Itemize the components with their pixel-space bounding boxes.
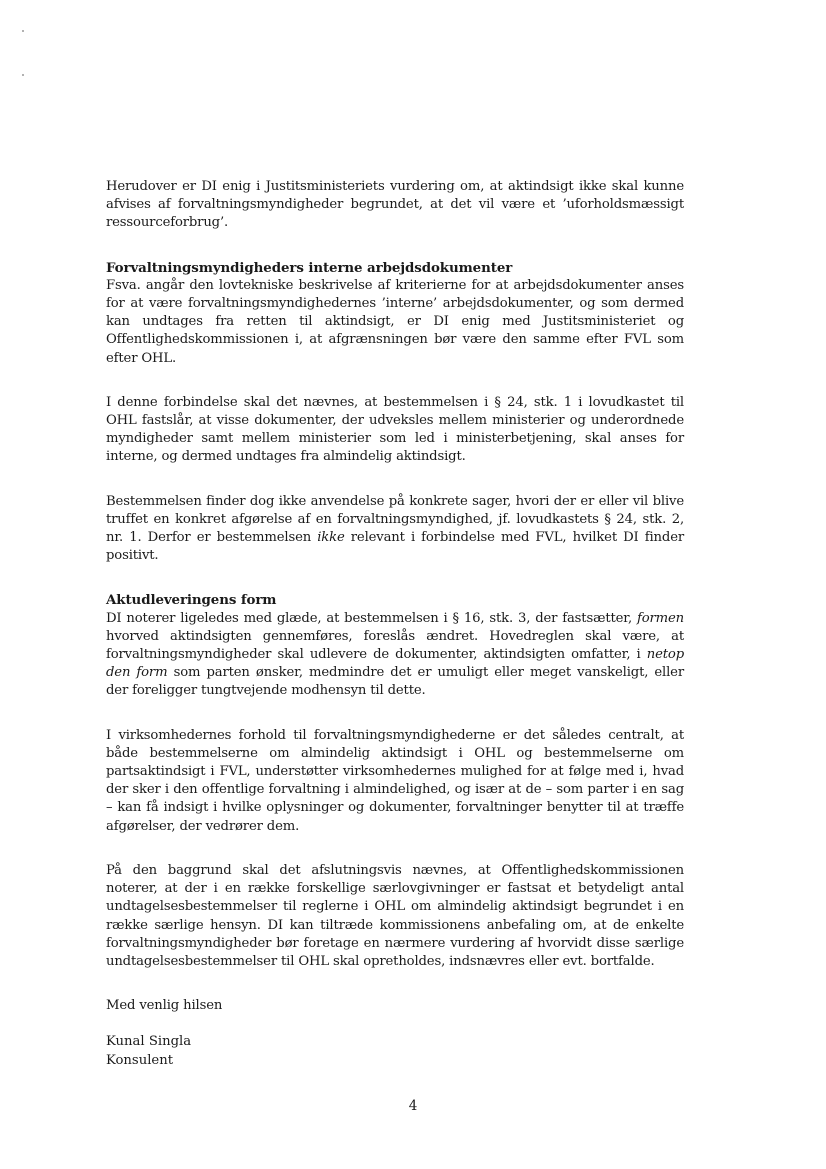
emphasis-text: formen (636, 610, 684, 626)
document-form-paragraph-1 (106, 610, 684, 701)
internal-documents-paragraph-1: Fsva. angår den lovtekniske beskrivelse af kriterierne for at arbejdsdokumenter anses for at være forvaltningsmyndighedernes ’interne’ arbejdsdokumenter, og som dermed kan undtages fra retten til aktindsigt, er DI enig med Justitsministeriet og Offentlighedskommissionen i, at afgrænsningen bør være den samme efter FVL som efter OHL. (106, 277, 684, 366)
paragraph-text: som parten ønsker, medmindre det er umuligt eller meget vanskeligt, eller der foreligger tungtvejende modhensyn til dette. (106, 665, 684, 699)
section-heading-document-form: Aktudleveringens form (106, 592, 277, 609)
paragraph-text: Bestemmelsen finder dog ikke anvendelse på konkrete sager, hvori der er eller vil blive truffet en konkret afgørelse af en forvaltningsmyndighed, jf. lovudkastets § 24, stk. 2, nr. 1. Derfor er bestemmelsen (106, 493, 684, 546)
closing-greeting: Med venlig hilsen (106, 998, 223, 1014)
document-form-paragraph-2: I virksomhedernes forhold til forvaltningsmyndighederne er det således centralt, at både bestemmelserne om almindelig aktindsigt i OHL og bestemmelserne om partsaktindsigt i FVL, understøtter virksomhedernes mulighed for at følge med i, hvad der sker i den offentlige forvaltning i almindelighed, og især at de – som parter i en sag – kan få indsigt i hvilke oplysninger og dokumenter, forvaltninger benytter til at træffe afgørelser, der vedrører dem. (106, 727, 684, 834)
signatory-name: Kunal Singla (106, 1034, 192, 1050)
document-form-paragraph-3: På den baggrund skal det afslutningsvis nævnes, at Offentlighedskommissionen noterer, at der i en række forskellige særlovgivninger er fastsat et betydeligt antal undtagelsesbestemmelser til reglerne i OHL om almindelig aktindsigt begrundet i en række særlige hensyn. DI kan tiltræde kommissionens anbefaling om, at de enkelte forvaltningsmyndigheder bør foretage en nærmere vurdering af hvorvidt disse særlige undtagelsesbestemmelser til OHL skal opretholdes, indsnævres eller evt. bortfalde. (106, 862, 684, 969)
paragraph-text: DI noterer ligeledes med glæde, at bestemmelsen i § 16, stk. 3, der fastsætter, (106, 610, 637, 626)
emphasis-text: ikke (317, 530, 345, 546)
intro-paragraph: Herudover er DI enig i Justitsministeriets vurdering om, at aktindsigt ikke skal kunne afvises af forvaltningsmyndigheder begrundet, at det vil være et ’uforholdsmæssigt ressourceforbrug’. (106, 179, 684, 231)
emphasis-text: netop den form (106, 647, 684, 681)
internal-documents-paragraph-2: I denne forbindelse skal det nævnes, at bestemmelsen i § 24, stk. 1 i lovudkastet til OHL fastslår, at visse dokumenter, der udveksles mellem ministerier og underordnede myndigheder samt mellem ministerier som led i ministerbetjening, skal anses for interne, og dermed undtages fra almindelig aktindsigt. (106, 394, 684, 465)
scan-speck (22, 30, 24, 32)
document-body (106, 178, 684, 1070)
scan-speck (22, 74, 24, 76)
page-number: 4 (408, 1098, 418, 1114)
paragraph-text: relevant i forbindelse med FVL, hvilket DI finder positivt. (106, 530, 684, 564)
paragraph-text: hvorved aktindsigten gennemføres, foreslås ændret. Hovedreglen skal være, at forvaltningsmyndigheder skal udlevere de dokumenter, aktindsigten omfatter, i (106, 628, 684, 663)
internal-documents-paragraph-3 (106, 493, 684, 566)
section-heading-internal-documents: Forvaltningsmyndigheders interne arbejdsdokumenter (106, 259, 513, 276)
signatory-title: Konsulent (106, 1052, 174, 1068)
signature-block (106, 1033, 684, 1069)
